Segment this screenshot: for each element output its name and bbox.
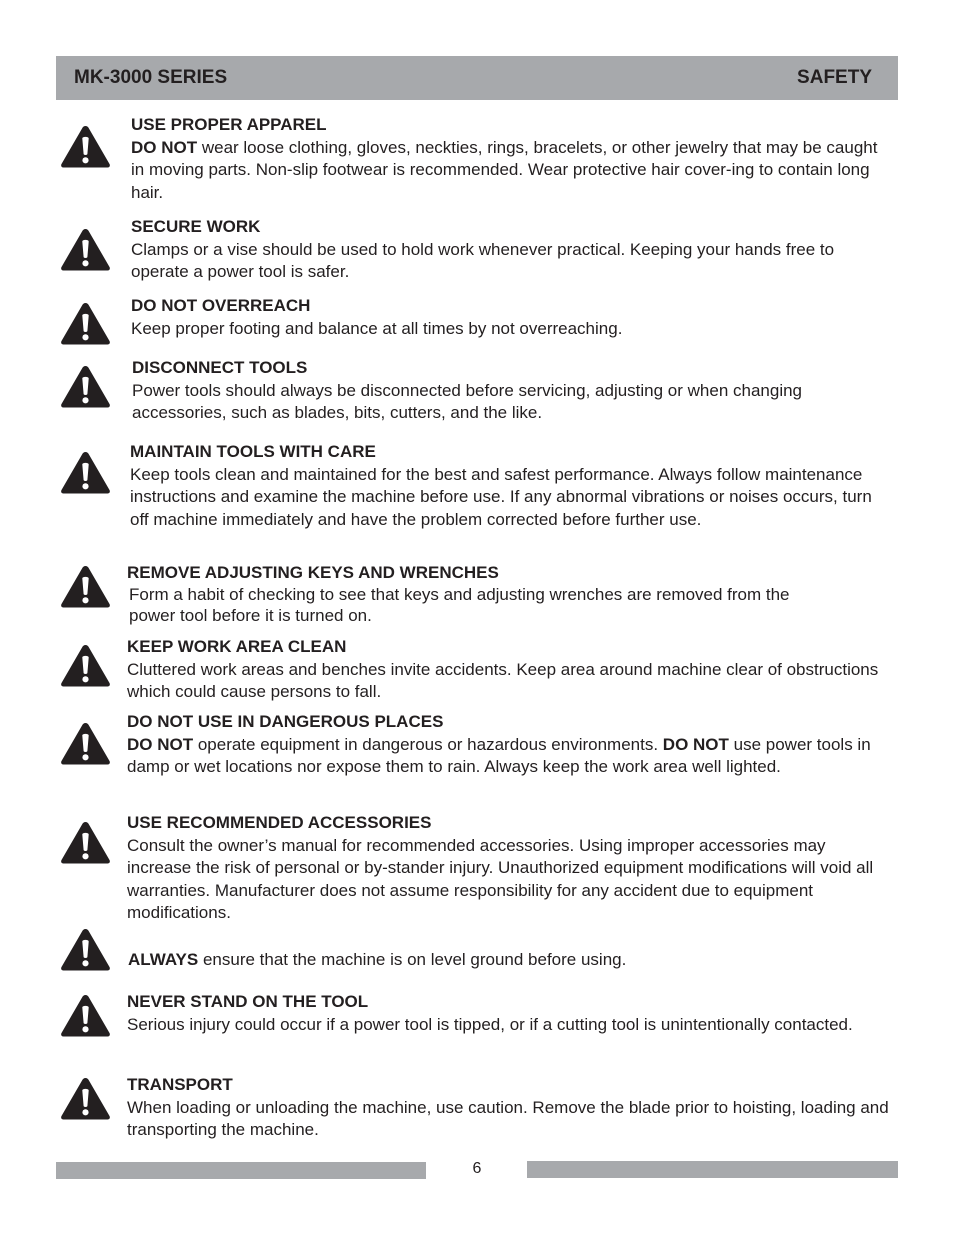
emphasis: ALWAYS <box>128 950 199 969</box>
emphasis: DO NOT <box>127 734 194 754</box>
warning-triangle-icon <box>60 820 111 865</box>
item-body: Clamps or a vise should be used to hold work whenever practical. Keeping your hands free to operate a power tool is safer. <box>131 239 835 281</box>
warning-triangle-icon <box>60 227 111 272</box>
body-text: operate equipment in dangerous or hazardous environments. <box>193 734 663 754</box>
warning-triangle-icon <box>60 993 111 1038</box>
page-number: 6 <box>472 1160 482 1177</box>
item-body: Keep proper footing and balance at all times by not overreaching. <box>131 318 623 338</box>
section-title: SAFETY <box>797 67 872 88</box>
warning-triangle-icon <box>60 927 111 972</box>
warning-triangle-icon <box>60 364 111 409</box>
body-text: wear loose clothing, gloves, neckties, rings, bracelets, or other jewelry that may be caught in moving parts. Non-slip footwear is recommended. Wear protective hair cover-ing to contain long hair. <box>131 137 878 202</box>
item-body <box>128 949 888 972</box>
item-title: REMOVE ADJUSTING KEYS AND WRENCHES <box>127 563 499 582</box>
warning-triangle-icon <box>60 643 111 688</box>
warning-triangle-icon <box>60 450 111 495</box>
header-bar <box>56 56 898 100</box>
body-text: use power tools in damp or wet locations nor expose them to rain. Always keep the work area well lighted. <box>127 734 871 776</box>
warning-triangle-icon <box>60 301 111 346</box>
item-title: MAINTAIN TOOLS WITH CARE <box>130 442 376 461</box>
item-body: Form a habit of checking to see that keys and adjusting wrenches are removed from the power tool before it is turned on. <box>129 584 790 625</box>
warning-triangle-icon <box>60 721 111 766</box>
body-text: ensure that the machine is on level ground before using. <box>198 950 627 969</box>
footer-bar-left <box>56 1162 426 1179</box>
item-body: When loading or unloading the machine, use caution. Remove the blade prior to hoisting, loading and transporting the machine. <box>127 1097 889 1139</box>
item-body: Cluttered work areas and benches invite accidents. Keep area around machine clear of obstructions which could cause persons to fall. <box>127 659 879 701</box>
item-title: NEVER STAND ON THE TOOL <box>127 992 369 1011</box>
item-title: DO NOT OVERREACH <box>131 296 311 315</box>
item-body: Consult the owner’s manual for recommended accessories. Using improper accessories may increase the risk of personal or by-stander injury. Unauthorized equipment modifications will void all warranties. Manufacturer does not assume responsibility for any accident due to equipment modifications. <box>127 835 874 922</box>
item-body <box>131 137 891 205</box>
item-title: USE PROPER APPAREL <box>131 115 327 134</box>
series-title: MK-3000 SERIES <box>74 67 228 88</box>
warning-triangle-icon <box>60 124 111 169</box>
item-body: Power tools should always be disconnected before servicing, adjusting or when changing accessories, such as blades, bits, cutters, and the like. <box>132 380 803 422</box>
item-body: Keep tools clean and maintained for the best and safest performance. Always follow maintenance instructions and examine the machine before use. If any abnormal vibrations or noises occurs, turn off machine immediately and have the problem corrected before further use. <box>130 464 872 529</box>
item-body <box>127 734 895 779</box>
emphasis: DO NOT <box>662 734 729 754</box>
footer-bar-right <box>527 1161 898 1178</box>
item-title: KEEP WORK AREA CLEAN <box>127 637 347 656</box>
item-title: USE RECOMMENDED ACCESSORIES <box>127 813 432 832</box>
item-title: DO NOT USE IN DANGEROUS PLACES <box>127 712 444 731</box>
warning-triangle-icon <box>60 564 111 609</box>
item-title: TRANSPORT <box>127 1075 233 1094</box>
warning-triangle-icon <box>60 1076 111 1121</box>
emphasis: DO NOT <box>131 137 198 157</box>
item-title: SECURE WORK <box>131 217 261 236</box>
item-title: DISCONNECT TOOLS <box>132 358 308 377</box>
item-body: Serious injury could occur if a power tool is tipped, or if a cutting tool is unintentionally contacted. <box>127 1014 853 1034</box>
